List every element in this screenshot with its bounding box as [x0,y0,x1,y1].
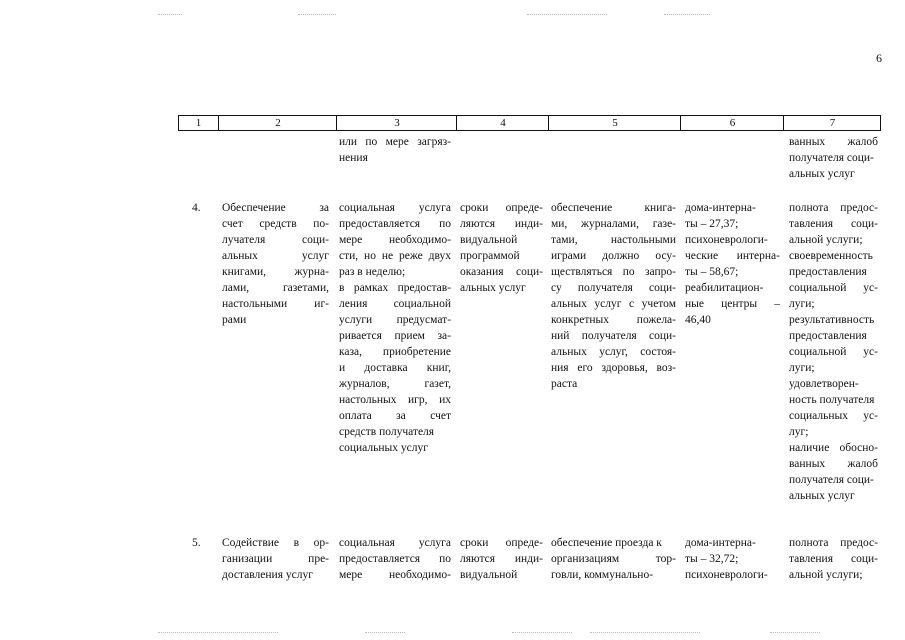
cell-line: су получателя соци- [551,282,676,294]
cell-line: наличие обосно- [789,442,878,454]
cell-line: нения [339,152,368,164]
cell-line: настольными иг- [222,298,329,310]
scan-artifact [158,632,278,634]
cell-line: своевременность [789,250,873,262]
cell-line: дома-интерна- [685,202,756,214]
cell-line: лучателя соци- [222,234,329,246]
cell-line: альных услуг с учетом [551,298,676,310]
cell-line: услуги предусмат- [339,314,451,326]
scan-artifact [158,14,182,16]
cell-line: рами [222,314,247,326]
cell-line: альной услуги; [789,234,863,246]
cell-line: сроки опреде- [460,202,543,214]
table-header-row [178,115,881,131]
page-number: 6 [876,51,882,65]
cell-line: мере необходимо- [339,569,451,581]
cell-line: получателя соци- [789,474,874,486]
cell-line: ривается прием за- [339,330,451,342]
cell-line: сти, но не реже двух [339,250,451,262]
header-cell: 3 [336,116,457,130]
row-number: 4. [192,202,201,214]
cell-line: социальных ус- [789,410,878,422]
header-cell: 4 [456,116,549,130]
cell-line: ные центры – [685,298,780,310]
cell-line: программой [460,250,520,262]
cell-line: альных услуг [789,168,855,180]
cell-line: в рамках предостав- [339,282,451,294]
scan-artifact [512,632,572,634]
cell-line: играми должно осу- [551,250,676,262]
cell-line: луги; [789,362,815,374]
cell-line: мере необходимо- [339,234,451,246]
cell-line: обеспечение проезда к [551,537,662,549]
cell-line: сроки опреде- [460,537,543,549]
cell-line: социальной ус- [789,282,878,294]
cell-line: предоставления [789,330,867,342]
cell-line: или по мере загряз- [339,136,451,148]
cell-line: ми, журналами, газе- [551,218,676,230]
cell-line: альных услуг [222,250,329,262]
cell-line: раз в неделю; [339,266,406,278]
cell-line: социальная услуга [339,202,451,214]
cell-line: ганизации пре- [222,553,329,565]
cell-line: 46,40 [685,314,711,326]
scan-artifact [590,632,700,634]
cell-line: ческие интерна- [685,250,780,262]
cell-line: тавления соци- [789,553,878,565]
cell-line: лами, газетами, [222,282,329,294]
header-cell: 7 [783,116,881,130]
scan-artifact [527,14,607,16]
cell-line: видуальной [460,569,518,581]
cell-line: оказания соци- [460,266,543,278]
cell-line: полнота предос- [789,202,878,214]
cell-line: тавления соци- [789,218,878,230]
cell-line: доставления услуг [222,569,313,581]
cell-line: ты – 32,72; [685,553,739,565]
cell-line: получателя соци- [789,152,874,164]
cell-line: обеспечение книга- [551,202,676,214]
scan-artifact [770,632,820,634]
cell-line: социальная услуга [339,537,451,549]
cell-line: альной услуги; [789,569,863,581]
cell-line: ния его здоровья, воз- [551,362,676,374]
scan-artifact [298,14,336,16]
cell-line: ты – 58,67; [685,266,739,278]
cell-line: социальной ус- [789,346,878,358]
cell-line: ляются инди- [460,553,543,565]
cell-line: полнота предос- [789,537,878,549]
cell-line: организациям тор- [551,553,676,565]
cell-line: видуальной [460,234,518,246]
cell-line: тами, настольными [551,234,676,246]
cell-line: луги; [789,298,815,310]
cell-line: ванных жалоб [789,136,878,148]
cell-line: луг; [789,426,809,438]
cell-line: альных услуг [789,490,855,502]
cell-line: Содействие в ор- [222,537,329,549]
cell-line: средств получателя [339,426,435,438]
scan-artifact [365,632,405,634]
cell-line: журналов, газет, [339,378,451,390]
cell-line: каза, приобретение [339,346,451,358]
header-cell: 6 [680,116,784,130]
cell-line: психоневрологи- [685,234,768,246]
cell-line: конкретных пожела- [551,314,676,326]
cell-line: психоневрологи- [685,569,768,581]
cell-line: Обеспечение за [222,202,329,214]
scan-artifact [664,14,710,16]
cell-line: альных услуг, состоя- [551,346,676,358]
cell-line: предоставления [789,266,867,278]
cell-line: дома-интерна- [685,537,756,549]
cell-line: счет средств по- [222,218,329,230]
cell-line: результативность [789,314,875,326]
cell-line: говли, коммунально- [551,569,654,581]
cell-line: ления социальной [339,298,451,310]
cell-line: ты – 27,37; [685,218,739,230]
header-cell: 2 [218,116,337,130]
cell-line: ляются инди- [460,218,543,230]
cell-line: настольных игр, их [339,394,451,406]
cell-line: предоставляется по [339,218,451,230]
cell-line: ний получателя соци- [551,330,676,342]
header-cell: 5 [548,116,681,130]
cell-line: удовлетворен- [789,378,859,390]
cell-line: предоставляется по [339,553,451,565]
cell-line: ванных жалоб [789,458,878,470]
cell-line: социальных услуг [339,442,428,454]
cell-line: реабилитацион- [685,282,764,294]
cell-line: и доставка книг, [339,362,451,374]
cell-line: оплата за счет [339,410,451,422]
cell-line: раста [551,378,578,390]
cell-line: альных услуг [460,282,526,294]
cell-line: ность получателя [789,394,875,406]
header-cell: 1 [195,117,202,129]
row-number: 5. [192,537,201,549]
cell-line: книгами, журна- [222,266,329,278]
cell-line: ществляться по запро- [551,266,676,278]
